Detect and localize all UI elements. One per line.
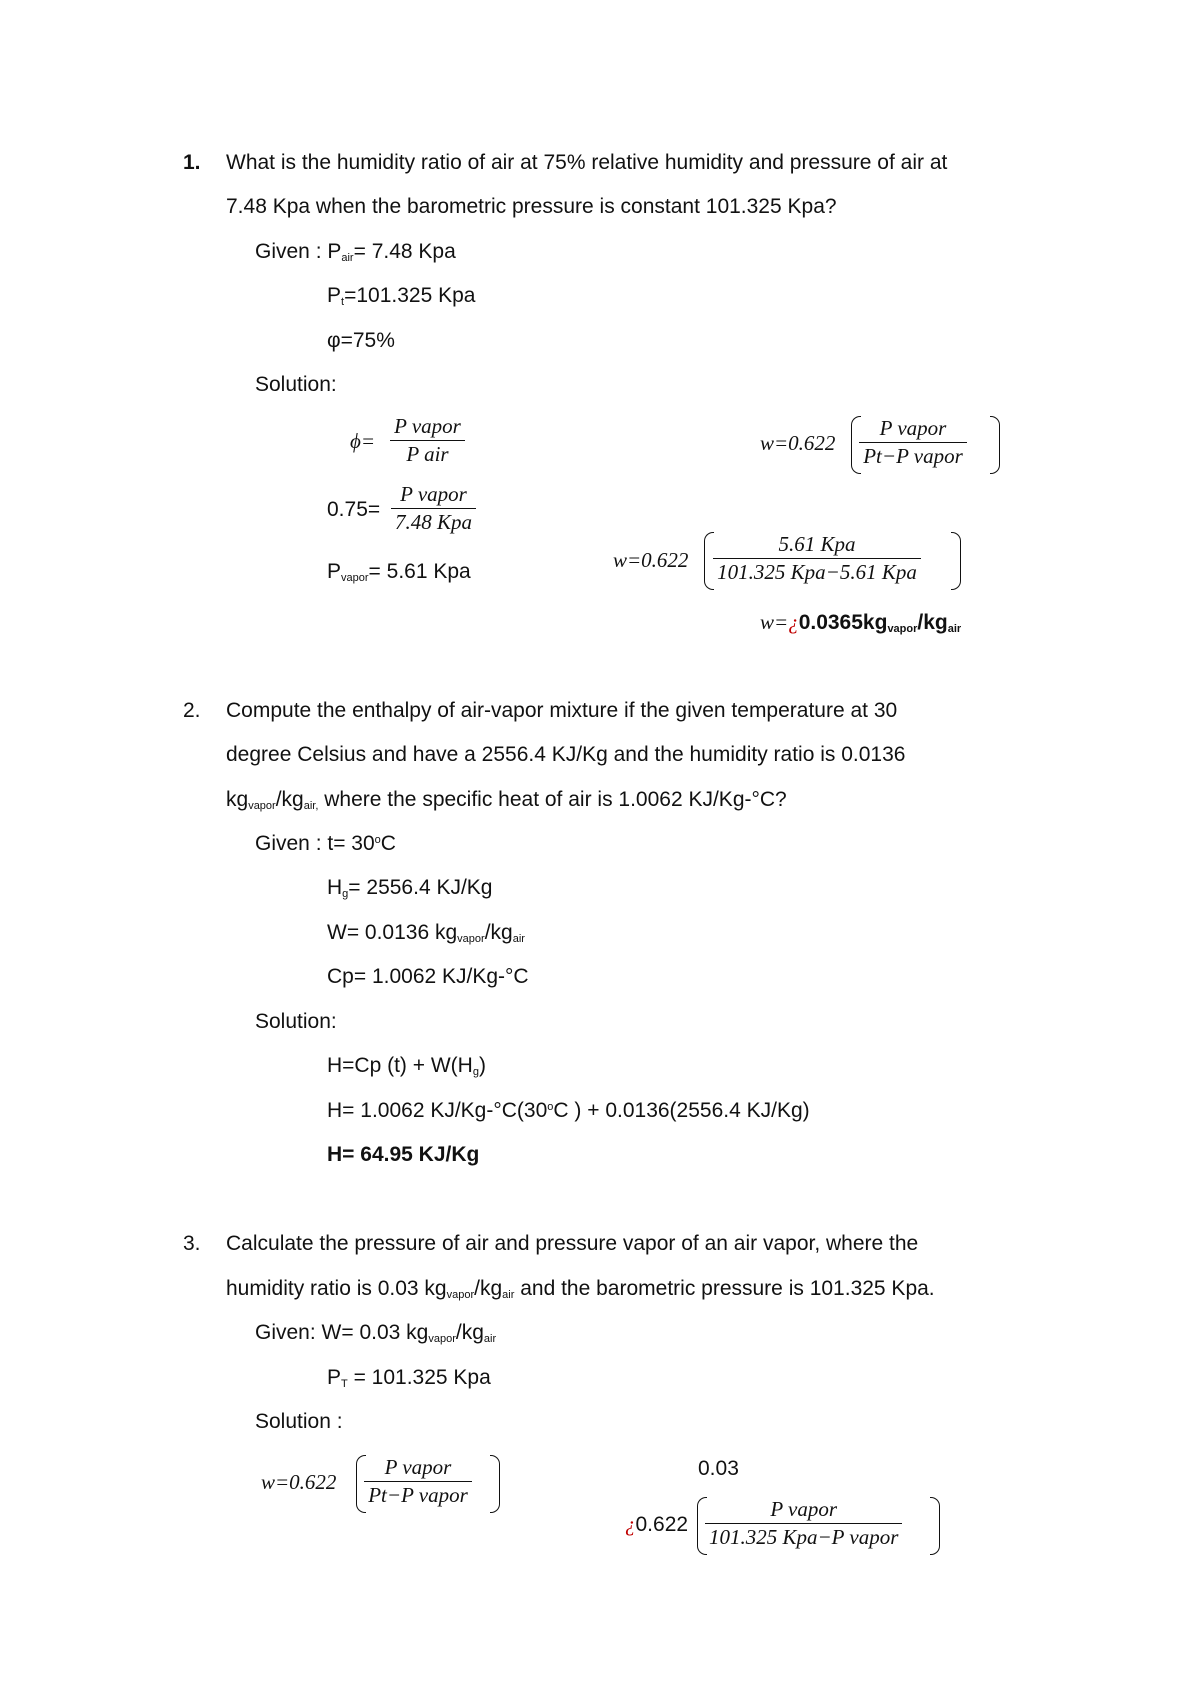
q3-number: 3. bbox=[183, 1232, 201, 1255]
q1-given-pair: Given : $P_{air}= 7.48$ Kpa bbox=[255, 240, 456, 264]
q2-text-line1: Compute the enthalpy of air-vapor mixture if the given temperature at 30 bbox=[226, 699, 898, 722]
q1-eq2-lhs: 0.75= bbox=[327, 498, 381, 521]
q1-text-line2: 7.48 Kpa when the barometric pressure is constant 101.325 Kpa? bbox=[226, 195, 837, 218]
q3-w-eq2-right-paren bbox=[930, 1497, 940, 1555]
q2-text-line3: $kg_{vapor}/kg_{air,}$ where the specific heat of air is 1.0062 KJ/Kg-°C? bbox=[226, 788, 787, 812]
q3-w-eq2-fraction bbox=[705, 1499, 902, 1548]
q3-w-eq1-lhs: w=0.622 bbox=[261, 1470, 337, 1494]
q1-given-phi: φ=75% bbox=[327, 329, 395, 352]
q3-w-eq1-numerator: P vapor bbox=[364, 1457, 472, 1482]
q1-number: 1. bbox=[183, 151, 201, 174]
q1-eq1-numerator: P vapor bbox=[390, 416, 465, 441]
q1-pvapor-result: $P_{vapor}= 5.61$ Kpa bbox=[327, 560, 471, 584]
q3-given-w: Given: W= 0.03 $kg_{vapor}/kg_{air}$ bbox=[255, 1321, 497, 1345]
q1-w-eq1-numerator: P vapor bbox=[859, 418, 967, 443]
q2-result: H= 64.95 KJ/Kg bbox=[327, 1143, 480, 1166]
q1-w-eq1-right-paren bbox=[990, 416, 1000, 474]
q3-w-eq1-right-paren bbox=[490, 1455, 500, 1513]
q1-w-eq1-denominator: Pt−P vapor bbox=[863, 444, 963, 468]
q3-w-eq2-denominator: 101.325 Kpa−P vapor bbox=[709, 1525, 899, 1549]
q2-given-cp: Cp= 1.0062 KJ/Kg-°C bbox=[327, 965, 529, 988]
q2-formula: H=Cp $(t) + W(H_g)$ bbox=[327, 1054, 486, 1078]
q2-given-w: W= 0.0136 $kg_{vapor}/kg_{air}$ bbox=[327, 921, 525, 945]
q1-eq1-lhs: ϕ= bbox=[350, 429, 376, 453]
q1-w-eq1-lhs: w=0.622 bbox=[760, 431, 836, 455]
q2-substitution: H= 1.0062 KJ/Kg-°C(30$^o$C ) + 0.0136(2556.4 KJ/Kg) bbox=[327, 1099, 810, 1122]
q3-w-eq1-fraction bbox=[364, 1457, 472, 1506]
q1-eq2-fraction bbox=[391, 484, 476, 533]
q3-text-line2: humidity ratio is 0.03 $kg_{vapor}/kg_{air}$ and the barometric pressure is 101.325 Kpa. bbox=[226, 1277, 935, 1301]
q3-given-pt: $P_T = 101.325$ Kpa bbox=[327, 1366, 491, 1390]
q1-eq1-denominator: P air bbox=[406, 442, 449, 466]
q2-given-temperature: Given : $t= 30^oC$ bbox=[255, 832, 396, 855]
q1-solution-label: Solution: bbox=[255, 373, 337, 396]
q3-solution-label: Solution : bbox=[255, 1410, 343, 1433]
q1-eq1-fraction bbox=[390, 416, 465, 465]
q2-solution-label: Solution: bbox=[255, 1010, 337, 1033]
q2-given-hg: $H_g= 2556.4$ KJ/Kg bbox=[327, 876, 493, 900]
q3-w-eq2-numerator: P vapor bbox=[705, 1499, 902, 1524]
q2-number: 2. bbox=[183, 699, 201, 722]
q1-w-eq2-numerator: 5.61 Kpa bbox=[713, 534, 921, 559]
q3-text-line1: Calculate the pressure of air and pressure vapor of an air vapor, where the bbox=[226, 1232, 919, 1255]
q1-text-line1: What is the humidity ratio of air at 75% relative humidity and pressure of air at bbox=[226, 151, 948, 174]
q1-given-pt: $P_t=101.325$ Kpa bbox=[327, 284, 476, 308]
q1-eq2-denominator: 7.48 Kpa bbox=[395, 510, 473, 534]
q1-w-eq2-fraction bbox=[713, 534, 921, 583]
q3-w-value: 0.03 bbox=[698, 1457, 739, 1480]
q2-text-line2: degree Celsius and have a 2556.4 KJ/Kg and the humidity ratio is 0.0136 bbox=[226, 743, 906, 766]
q1-w-eq1-fraction bbox=[859, 418, 967, 467]
q1-w-eq2-denominator: 101.325 Kpa−5.61 Kpa bbox=[717, 560, 917, 584]
q3-w-eq2-lhs: ¿0.622 bbox=[625, 1512, 689, 1536]
q1-w-result: $w=¿0.0365kg_{vapor}/kg_{air}$ bbox=[760, 610, 962, 635]
q3-w-eq1-denominator: Pt−P vapor bbox=[368, 1483, 468, 1507]
q1-eq2-numerator: P vapor bbox=[391, 484, 476, 509]
q1-w-eq2-lhs: w=0.622 bbox=[613, 548, 689, 572]
q1-w-eq2-right-paren bbox=[951, 532, 961, 590]
